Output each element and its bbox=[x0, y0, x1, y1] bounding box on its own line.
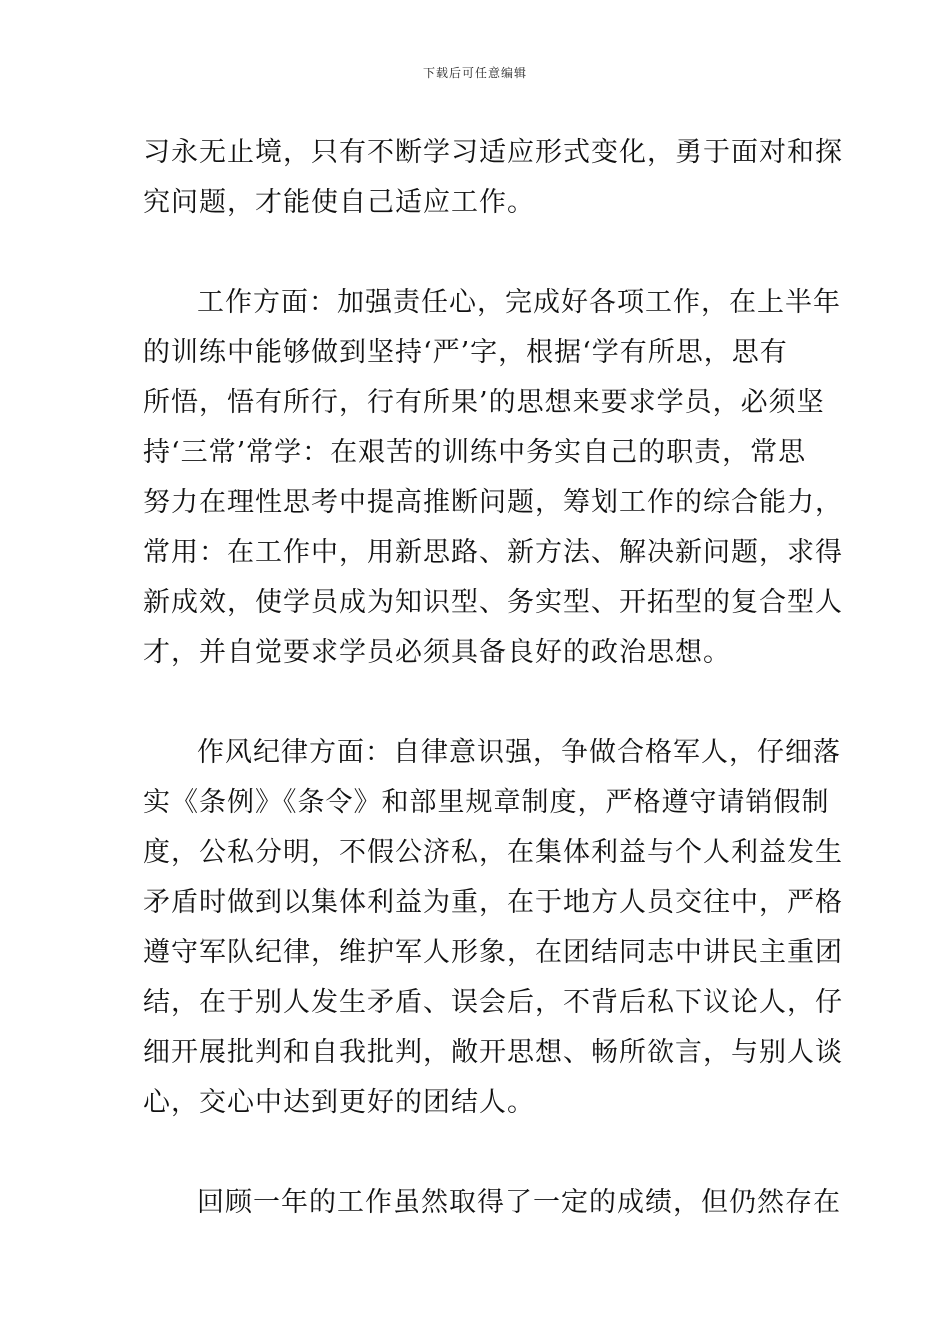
text-line: 的训练中能够做到坚持‘严’字，根据‘学有所思，思有 bbox=[143, 337, 788, 368]
text-line: 所悟，悟有所行，行有所果’的思想来要求学员，必须坚 bbox=[143, 387, 825, 418]
paragraph-review bbox=[143, 1178, 841, 1228]
document-body bbox=[143, 128, 843, 1228]
text-line: 才，并自觉要求学员必须具备良好的政治思想。 bbox=[143, 637, 731, 668]
paragraph-work-aspect bbox=[143, 278, 843, 678]
paragraph-discipline-aspect bbox=[143, 728, 843, 1128]
text-line: 心，交心中达到更好的团结人。 bbox=[143, 1087, 535, 1118]
text-line: 习永无止境，只有不断学习适应形式变化，勇于面对和探 bbox=[143, 137, 843, 168]
text-line: 矛盾时做到以集体利益为重，在于地方人员交往中，严格 bbox=[143, 887, 843, 918]
text-line: 细开展批判和自我批判，敞开思想、畅所欲言，与别人谈 bbox=[143, 1037, 843, 1068]
paragraph-gap bbox=[143, 1128, 811, 1178]
text-line: 结，在于别人发生矛盾、误会后，不背后私下议论人，仔 bbox=[143, 987, 843, 1018]
paragraph-gap bbox=[143, 228, 811, 278]
text-line: 努力在理性思考中提高推断问题，筹划工作的综合能力， bbox=[143, 487, 843, 518]
text-line: 作风纪律方面：自律意识强，争做合格军人，仔细落 bbox=[197, 737, 841, 768]
paragraph-gap bbox=[143, 678, 811, 728]
text-line: 常用：在工作中，用新思路、新方法、解决新问题，求得 bbox=[143, 537, 843, 568]
text-line: 实《条例》《条令》和部里规章制度，严格遵守请销假制 bbox=[143, 787, 830, 818]
text-line: 工作方面：加强责任心，完成好各项工作，在上半年 bbox=[197, 287, 841, 318]
page-header: 下载后可任意编辑 bbox=[422, 66, 527, 80]
text-line: 遵守军队纪律，维护军人形象，在团结同志中讲民主重团 bbox=[143, 937, 843, 968]
text-line: 回顾一年的工作虽然取得了一定的成绩，但仍然存在 bbox=[197, 1187, 841, 1218]
text-line: 究问题，才能使自己适应工作。 bbox=[143, 187, 535, 218]
text-line: 度，公私分明，不假公济私，在集体利益与个人利益发生 bbox=[143, 837, 843, 868]
paragraph-study-conclusion bbox=[143, 128, 843, 228]
text-line: 新成效，使学员成为知识型、务实型、开拓型的复合型人 bbox=[143, 587, 843, 618]
text-line: 持‘三常’常学：在艰苦的训练中务实自己的职责，常思 bbox=[143, 437, 807, 468]
